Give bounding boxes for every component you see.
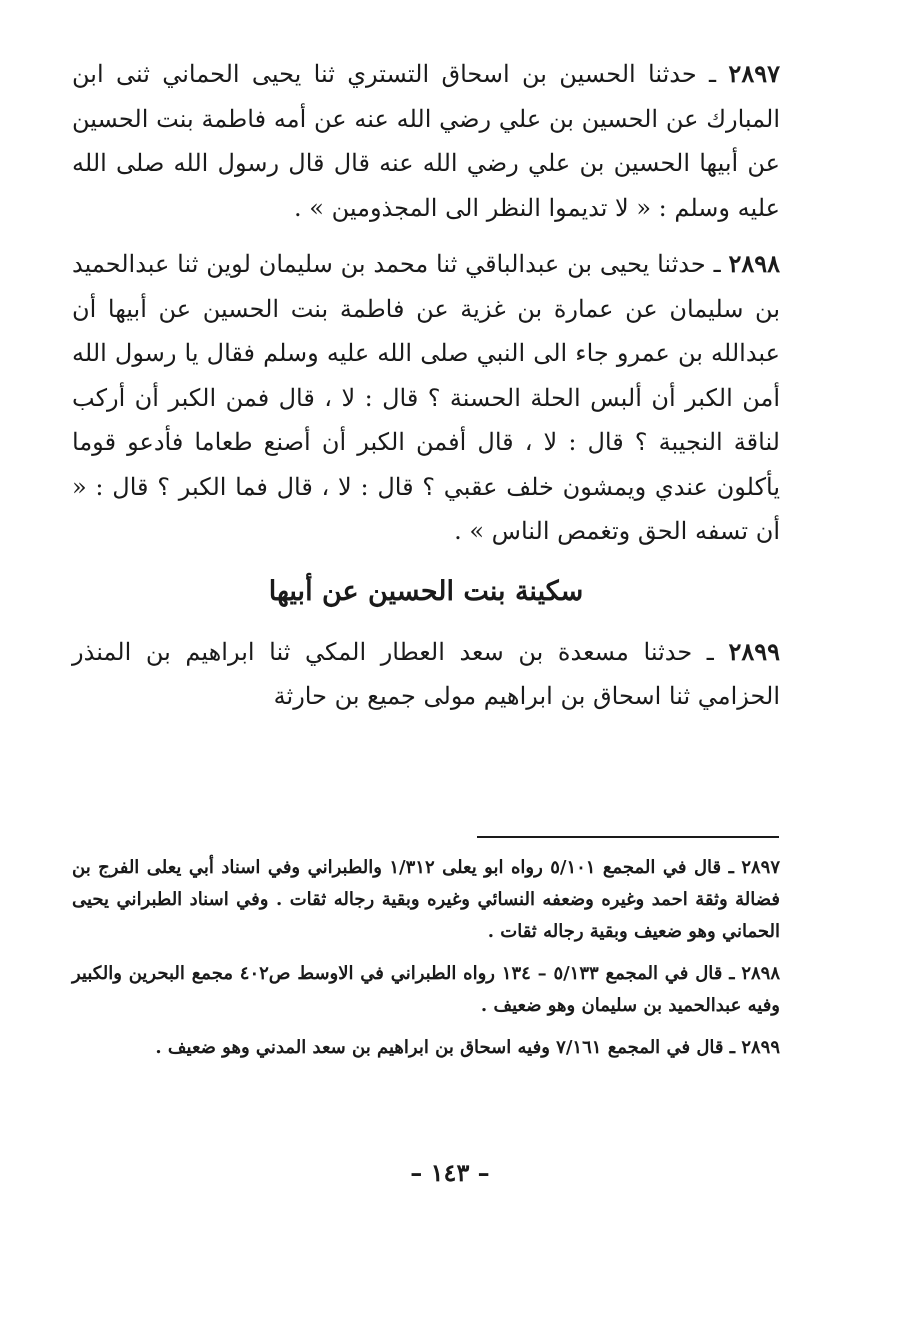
footnote-2899 [72, 1032, 780, 1064]
section-title: سكينة بنت الحسين عن أبيها [268, 575, 584, 607]
hadith-text: حدثنا مسعدة بن سعد العطار المكي ثنا ابراهيم بن المنذر الحزامي ثنا اسحاق بن ابراهيم مولى جميع بن حارثة [72, 637, 780, 710]
hadith-text: حدثنا يحيى بن عبدالباقي ثنا محمد بن سليمان لوين ثنا عبدالحميد بن سليمان عن عمارة بن غزية عن فاطمة بنت الحسين عن أبيها أن عبدالله بن عمرو جاء الى النبي صلى الله عليه وسلم فقال يا رسول الله أمن الكبر أن ألبس الحلة الحسنة ؟ قال : لا ، قال فمن الكبر أن أركب لناقة النجيبة ؟ قال : لا ، قال أفمن الكبر أن أصنع طعاما فأدعو قوما يأكلون عندي ويمشون خلف عقبي ؟ قال : لا ، قال فما الكبر ؟ قال : « أن تسفه الحق وتغمص الناس » . [72, 250, 780, 545]
dash: ـ [723, 1037, 736, 1058]
hadith-number: ٢٨٩٨ [728, 249, 780, 278]
hadith-2898 [72, 242, 780, 554]
footnotes [72, 852, 780, 1074]
dash: ـ [705, 250, 721, 278]
footnote-separator [477, 836, 779, 838]
dash: ـ [696, 60, 717, 88]
page-number: – ١٤٣ – [410, 1158, 490, 1187]
footnote-text: قال في المجمع ٧/١٦١ وفيه اسحاق بن ابراهيم بن سعد المدني وهو ضعيف . [155, 1037, 724, 1058]
footnote-number: ٢٨٩٩ [741, 1037, 780, 1058]
main-text [72, 52, 780, 731]
dash: ـ [692, 637, 714, 666]
hadith-2897 [72, 52, 780, 230]
dash: ـ [722, 963, 735, 984]
footnote-2898 [72, 958, 780, 1022]
footnote-number: ٢٨٩٨ [741, 963, 780, 984]
hadith-number: ٢٨٩٩ [728, 636, 780, 666]
dash: ـ [721, 857, 734, 878]
hadith-number: ٢٨٩٧ [728, 59, 780, 88]
hadith-2899 [72, 630, 780, 719]
footnote-text: قال في المجمع ٥/١٣٣ – ١٣٤ رواه الطبراني في الاوسط ص٤٠٢ مجمع البحرين والكبير وفيه عبدالحميد بن سليمان وهو ضعيف . [72, 963, 780, 1016]
footnote-text: قال في المجمع ٥/١٠١ رواه ابو يعلى ١/٣١٢ والطبراني وفي اسناد أبي يعلى الفرج بن فضالة وثقة احمد وغيره وضعفه النسائي وغيره وبقية رجاله ثقات . وفي اسناد الطبراني يحيى الحماني وهو ضعيف وبقية رجاله ثقات . [72, 857, 780, 942]
footnote-2897 [72, 852, 780, 948]
footnote-number: ٢٨٩٧ [741, 857, 780, 878]
hadith-text: حدثنا الحسين بن اسحاق التستري ثنا يحيى الحماني ثنى ابن المبارك عن الحسين بن علي رضي الله عنه عن أمه فاطمة بنت الحسين عن أبيها الحسين بن علي رضي الله عنه قال قال رسول الله صلى الله عليه وسلم : « لا تديموا النظر الى المجذومين » . [72, 60, 780, 222]
